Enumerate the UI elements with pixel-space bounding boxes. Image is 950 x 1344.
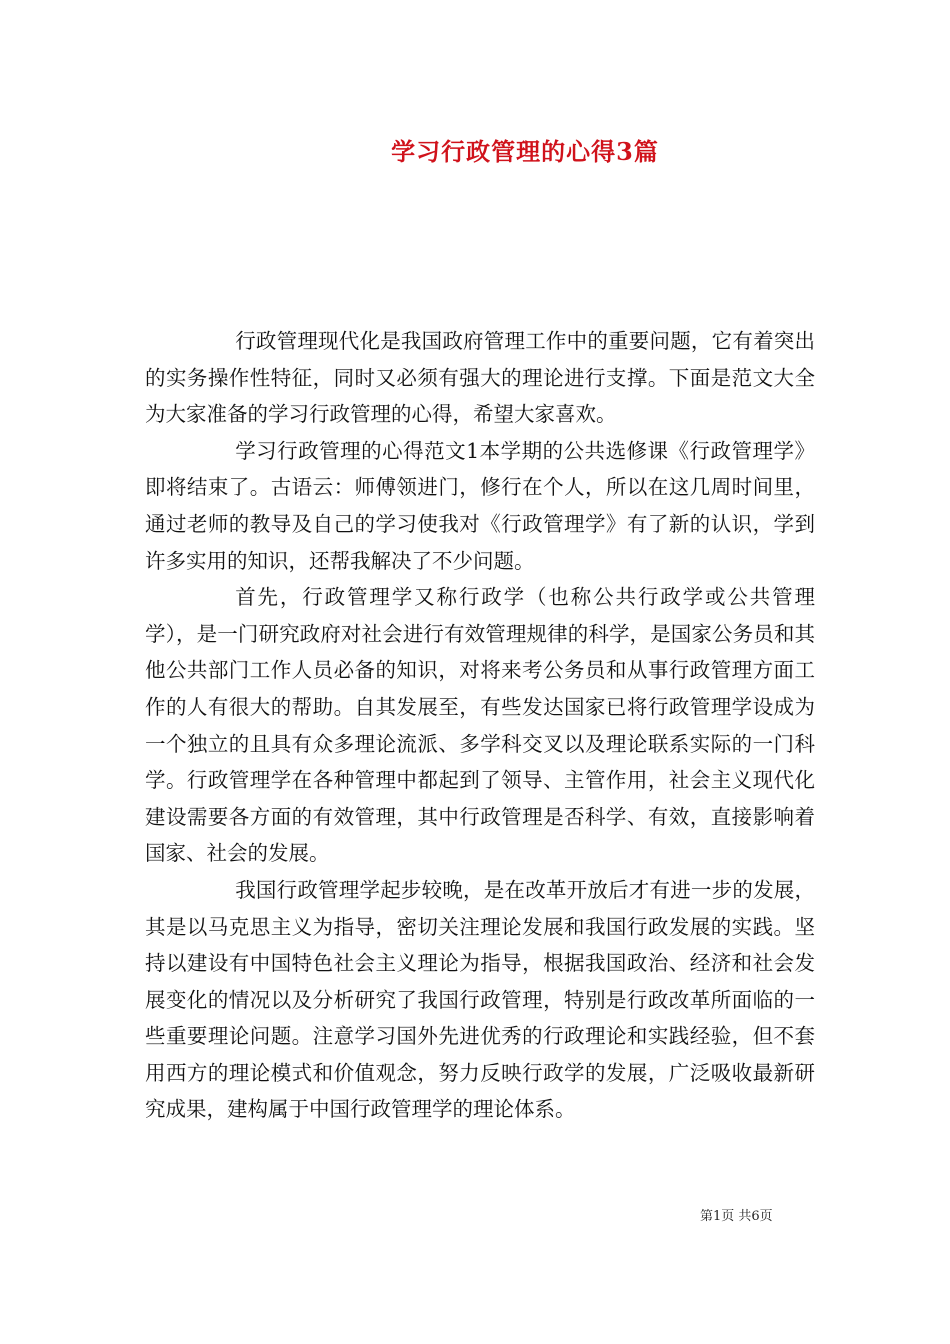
body-paragraph: 首先，行政管理学又称行政学（也称公共行政学或公共管理学），是一门研究政府对社会进行有效管理规律的科学，是国家公务员和其他公共部门工作人员必备的知识，对将来考公务员和从事行政管理方面工作的人有很大的帮助。自其发展至，有些发达国家已将行政管理学设成为一个独立的且具有众多理论流派、多学科交叉以及理论联系实际的一门科学。行政管理学在各种管理中都起到了领导、主管作用，社会主义现代化建设需要各方面的有效管理，其中行政管理是否科学、有效，直接影响着国家、社会的发展。 [145,585,815,866]
body-paragraph: 我国行政管理学起步较晚，是在改革开放后才有进一步的发展，其是以马克思主义为指导，密切关注理论发展和我国行政发展的实践。坚持以建设有中国特色社会主义理论为指导，根据我国政治、经济和社会发展变化的情况以及分析研究了我国行政管理，特别是行政改革所面临的一些重要理论问题。注意学习国外先进优秀的行政理论和实践经验，但不套用西方的理论模式和价值观念，努力反映行政学的发展，广泛吸收最新研究成果，建构属于中国行政管理学的理论体系。 [145,877,815,1122]
body-paragraph: 行政管理现代化是我国政府管理工作中的重要问题，它有着突出的实务操作性特征，同时又必须有强大的理论进行支撑。下面是范文大全为大家准备的学习行政管理的心得，希望大家喜欢。 [145,329,815,427]
page-number-footer: 第1页 共6页 [700,1209,773,1224]
document-title: 学习行政管理的心得3篇 [391,137,659,166]
document-body [145,323,815,1128]
body-paragraph: 学习行政管理的心得范文1本学期的公共选修课《行政管理学》即将结束了。古语云：师傅领进门，修行在个人，所以在这几周时间里，通过老师的教导及自己的学习使我对《行政管理学》有了新的认识，学到许多实用的知识，还帮我解决了不少问题。 [145,438,815,573]
